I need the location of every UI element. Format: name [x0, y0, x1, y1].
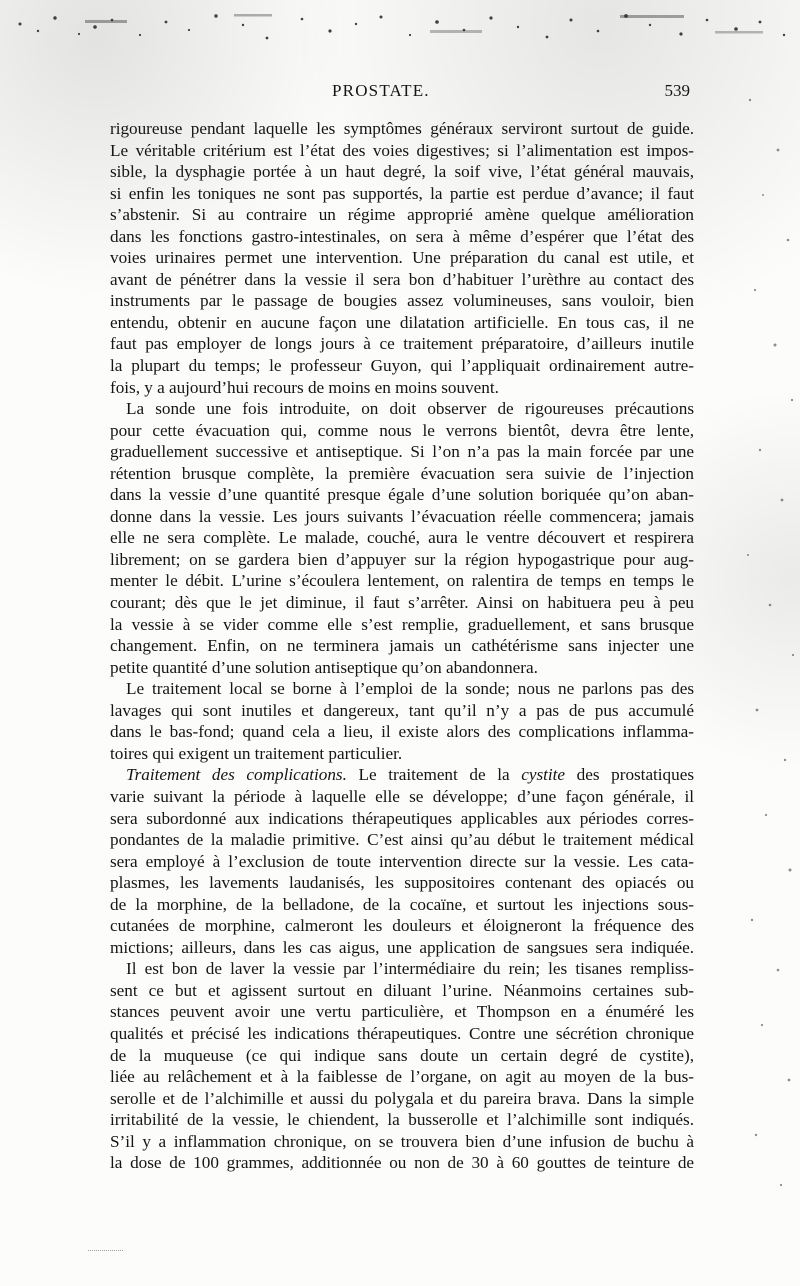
text-line: menter le débit. L’urine s’écoulera lentement, on ralentira de temps en temps le: [110, 571, 694, 591]
text-line: Le traitement local se borne à l’emploi de la sonde; nous ne parlons pas des: [126, 679, 694, 699]
text-line: dans les fonctions gastro-intestinales, on sera à même d’espérer que l’état des: [110, 226, 694, 246]
footer-scan-mark: [88, 1250, 123, 1254]
text-line: varie suivant la période à laquelle elle se développe; d’une façon générale, il: [110, 786, 694, 806]
text-line: Le véritable critérium est l’état des voies digestives; si l’alimentation est impos-: [110, 140, 694, 160]
text-line: si enfin les toniques ne sont pas supportés, la partie est perdue d’avance; il faut: [110, 183, 694, 203]
heading-line-ending: des prostatiques: [565, 765, 694, 785]
text-line: cutanées de morphine, calmeront les douleurs et éloigneront la fréquence des: [110, 916, 694, 936]
heading-continuation: Le traitement de la: [346, 765, 522, 785]
text-line: la plupart du temps; le professeur Guyon, qui l’appliquait ordinairement autre-: [110, 356, 694, 376]
text-line: avant de pénétrer dans la vessie il sera bon d’habituer l’urèthre au contact des: [110, 269, 694, 289]
text-line: [110, 764, 694, 786]
running-title: PROSTATE.: [332, 81, 430, 100]
text-line: de la morphine, de la belladone, de la cocaïne, et surtout les injections sous-: [110, 894, 694, 914]
text-line: pondantes de la maladie primitive. C’est ainsi qu’au début le traitement médical: [110, 830, 694, 850]
text-line: sent ce but et agissent surtout en diluant l’urine. Néanmoins certaines sub-: [110, 980, 694, 1000]
text-line: changement. Enfin, on ne terminera jamais un cathétérisme sans injecter une: [110, 636, 694, 656]
text-line: sera subordonné aux indications thérapeutiques applicables aux périodes corres-: [110, 808, 694, 828]
text-line: de la muqueuse (ce qui indique sans doute un certain degré de cystite),: [110, 1045, 694, 1065]
scan-noise-right-margin: [730, 70, 800, 1220]
text-line: S’il y a inflammation chronique, on se trouvera bien d’une infusion de buchu à: [110, 1131, 694, 1151]
text-line: sera employé à l’exclusion de toute intervention directe sur la vessie. Les cata-: [110, 851, 694, 871]
body-text: [110, 118, 694, 1198]
text-line: serolle et de l’alchimille et aussi du polygala et du pareira brava. Dans la simple: [110, 1088, 694, 1108]
text-line: plasmes, les lavements laudanisés, les suppositoires contenant des opiacés ou: [110, 873, 694, 893]
section-heading: Traitement des complications.: [126, 765, 347, 785]
text-line: pour cette évacuation qui, comme nous le verrons bientôt, devra être lente,: [110, 420, 694, 440]
scan-noise-top: [0, 0, 800, 70]
text-line: instruments par le passage de bougies assez volumineuses, sans vouloir, bien: [110, 291, 694, 311]
text-line: fois, y a aujourd’hui recours de moins en moins souvent.: [110, 377, 499, 397]
text-line: irritabilité de la vessie, le chiendent, la busserolle et l’alchimille sont indiqués.: [110, 1110, 694, 1130]
text-line: lavages qui sont inutiles et dangereux, tant qu’il n’y a pas de pus accumulé: [110, 700, 694, 720]
text-line: stances peuvent avoir une vertu particulière, et Thompson en a énuméré les: [110, 1002, 694, 1022]
text-line: liée au relâchement et à la faiblesse de l’organe, on agit au moyen de la bus-: [110, 1067, 694, 1087]
page-header: [114, 80, 690, 104]
text-line: qualités et précisé les indications thérapeutiques. Contre une sécrétion chronique: [110, 1023, 694, 1043]
text-line: voies urinaires permet une intervention. Une préparation du canal est utile, et: [110, 248, 694, 268]
text-line: La sonde une fois introduite, on doit observer de rigoureuses précautions: [126, 399, 694, 419]
text-line: donne dans la vessie. Les jours suivants l’évacuation réelle commencera; jamais: [110, 506, 694, 526]
text-line: courant; dès que le jet diminue, il faut s’arrêter. Ainsi on habituera peu à peu: [110, 593, 694, 613]
text-line: s’abstenir. Si au contraire un régime approprié amène quelque amélioration: [110, 205, 694, 225]
page-number: 539: [664, 81, 690, 100]
text-line: la vessie à se vider comme elle s’est remplie, graduellement, et sans brusque: [110, 614, 694, 634]
text-line: rétention brusque complète, la première évacuation sera suivie de l’injection: [110, 463, 694, 483]
text-line: entendu, obtenir en aucune façon une dilatation artificielle. En tous cas, il ne: [110, 312, 694, 332]
text-line: Il est bon de laver la vessie par l’intermédiaire du rein; les tisanes rempliss-: [126, 959, 694, 979]
text-line: rigoureuse pendant laquelle les symptômes généraux serviront surtout de guide.: [110, 119, 694, 138]
text-line: dans le bas-fond; quand cela a lieu, il existe alors des complications inflamma-: [110, 722, 694, 742]
italic-term-cystite: cystite: [521, 765, 566, 785]
text-line: librement; on se gardera bien d’appuyer sur la région hypogastrique pour aug-: [110, 549, 694, 569]
text-line: petite quantité d’une solution antiseptique qu’on abandonnera.: [110, 657, 538, 677]
text-line: mictions; ailleurs, dans les cas aigus, une application de sangsues sera indiquée.: [110, 937, 694, 957]
text-line: elle ne sera complète. Le malade, couché, aura le ventre découvert et respirera: [110, 528, 694, 548]
text-line: faut pas employer de longs jours à ce traitement préparatoire, d’ailleurs inutile: [110, 334, 694, 354]
text-line: dans la vessie d’une quantité presque égale d’une solution boriquée qu’on aban-: [110, 485, 694, 505]
text-line: toires qui exigent un traitement particulier.: [110, 743, 403, 763]
text-line: sible, la dysphagie portée à un haut degré, la soif vive, l’état général mauvais,: [110, 162, 694, 182]
text-line: la dose de 100 grammes, additionnée ou non de 30 à 60 gouttes de teinture de: [110, 1153, 694, 1173]
text-line: graduellement successive et antiseptique. Si l’on n’a pas la main forcée par une: [110, 442, 694, 462]
